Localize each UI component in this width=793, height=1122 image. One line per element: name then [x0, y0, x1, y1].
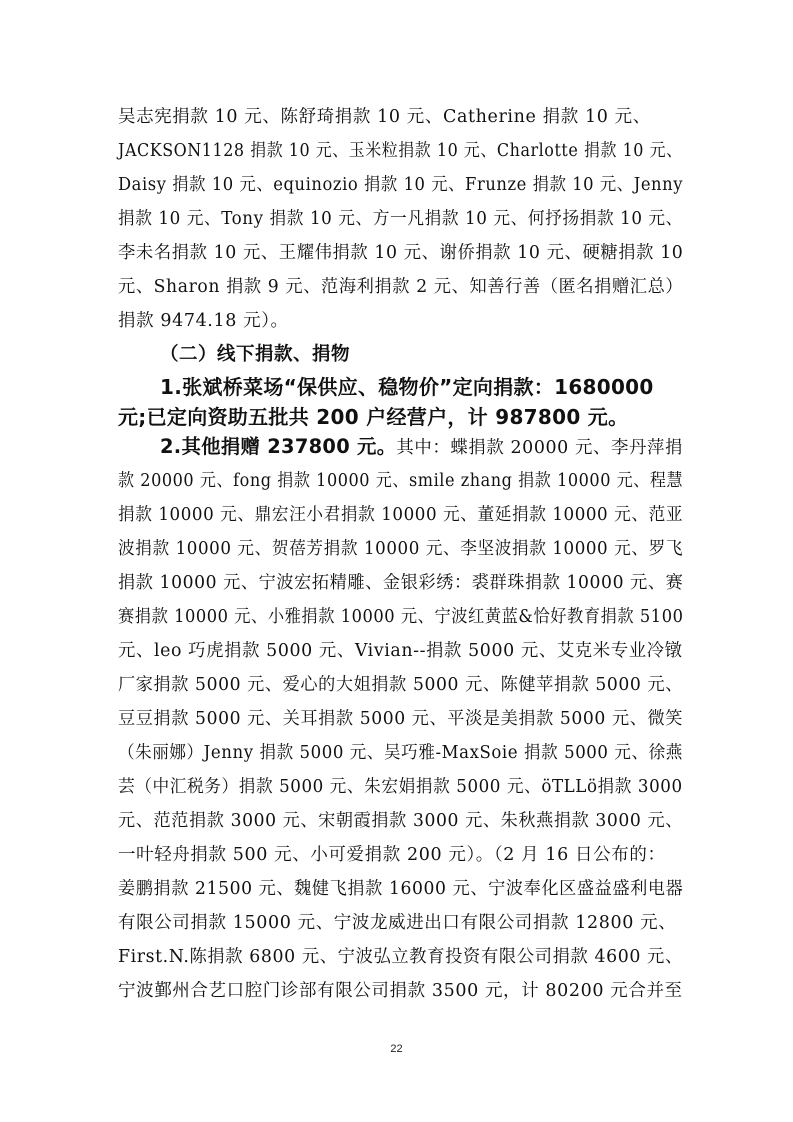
paragraph-line-6: 元、Sharon 捐款 9 元、范海利捐款 2 元、知善行善（匿名捐赠汇总）: [118, 277, 684, 297]
paragraph-line-1: 吴志宪捐款 10 元、陈舒琦捐款 10 元、Catherine 捐款 10 元、: [118, 107, 651, 127]
item-2-line-10: 芸（中汇税务）捐款 5000 元、朱宏娟捐款 5000 元、öTLLö捐款 3000: [118, 777, 683, 797]
item-2-line-4: 捐款 10000 元、宁波宏拓精雕、金银彩绣：裘群珠捐款 10000 元、赛: [118, 573, 684, 593]
item-2-line-7: 厂家捐款 5000 元、爱心的大姐捐款 5000 元、陈健苹捐款 5000 元、: [118, 675, 683, 695]
section-heading: （二）线下捐款、捐物: [160, 344, 351, 365]
paragraph-line-2: JACKSON1128 捐款 10 元、玉米粒捐款 10 元、Charlotte 捐款 10 元、: [118, 141, 683, 161]
item-2-line-12: 一叶轻舟捐款 500 元、小可爱捐款 200 元）。（2 月 16 日公布的：: [118, 845, 666, 865]
item-2-first-line: [160, 436, 683, 459]
paragraph-line-3: Daisy 捐款 10 元、equinozio 捐款 10 元、Frunze 捐款 10 元、Jenny: [118, 175, 684, 195]
paragraph-line-7: 捐款 9474.18 元）。: [118, 311, 289, 331]
item-2-line-14: 有限公司捐款 15000 元、宁波龙威进出口有限公司捐款 12800 元、: [118, 913, 677, 933]
item-2-line-13: 姜鹏捐款 21500 元、魏健飞捐款 16000 元、宁波奉化区盛益盛利电器: [118, 879, 684, 899]
item-2-line-11: 元、范范捐款 3000 元、宋朝霞捐款 3000 元、朱秋燕捐款 3000 元、: [118, 811, 683, 831]
paragraph-line-4: 捐款 10 元、Tony 捐款 10 元、方一凡捐款 10 元、何抒扬捐款 10 元、: [118, 209, 683, 229]
item-2-line-9: （朱丽娜）Jenny 捐款 5000 元、吴巧雅-MaxSoie 捐款 5000 元、徐燕: [118, 743, 683, 763]
item-2-line-3: 波捐款 10000 元、贺蓓芳捐款 10000 元、李坚波捐款 10000 元、罗飞: [118, 539, 684, 559]
item-2-line-6: 元、leo 巧虎捐款 5000 元、Vivian--捐款 5000 元、艾克米专业冷镦: [118, 641, 683, 661]
item-2-line-2: 捐款 10000 元、鼎宏汪小君捐款 10000 元、董延捐款 10000 元、范亚: [118, 505, 684, 525]
item-2-line-8: 豆豆捐款 5000 元、关耳捐款 5000 元、平淡是美捐款 5000 元、微笑: [118, 709, 683, 729]
item-2-line-15: First.N.陈捐款 6800 元、宁波弘立教育投资有限公司捐款 4600 元、: [118, 947, 683, 967]
item-2-line-5: 赛捐款 10000 元、小雅捐款 10000 元、宁波红黄蓝&恰好教育捐款 5100: [118, 607, 684, 627]
item-2-line-16: 宁波鄞州合艺口腔门诊部有限公司捐款 3500 元，计 80200 元合并至: [118, 981, 683, 1001]
item-2-line-1: 款 20000 元、fong 捐款 10000 元、smile zhang 捐款 10000 元、程慧: [118, 471, 684, 491]
item-1-line-1: 1.张斌桥菜场“保供应、稳物价”定向捐款：1680000: [160, 375, 654, 399]
page-number: 22: [390, 1043, 403, 1055]
item-2-lead: 2.其他捐赠 237800 元。: [160, 435, 397, 458]
item-2-first-rest: 其中：蝶捐款 20000 元、李丹萍捐: [396, 438, 683, 458]
item-1-line-2: 元;已定向资助五批共 200 户经营户，计 987800 元。: [118, 405, 629, 429]
paragraph-line-5: 李未名捐款 10 元、王耀伟捐款 10 元、谢侨捐款 10 元、硬糖捐款 10: [118, 243, 684, 263]
